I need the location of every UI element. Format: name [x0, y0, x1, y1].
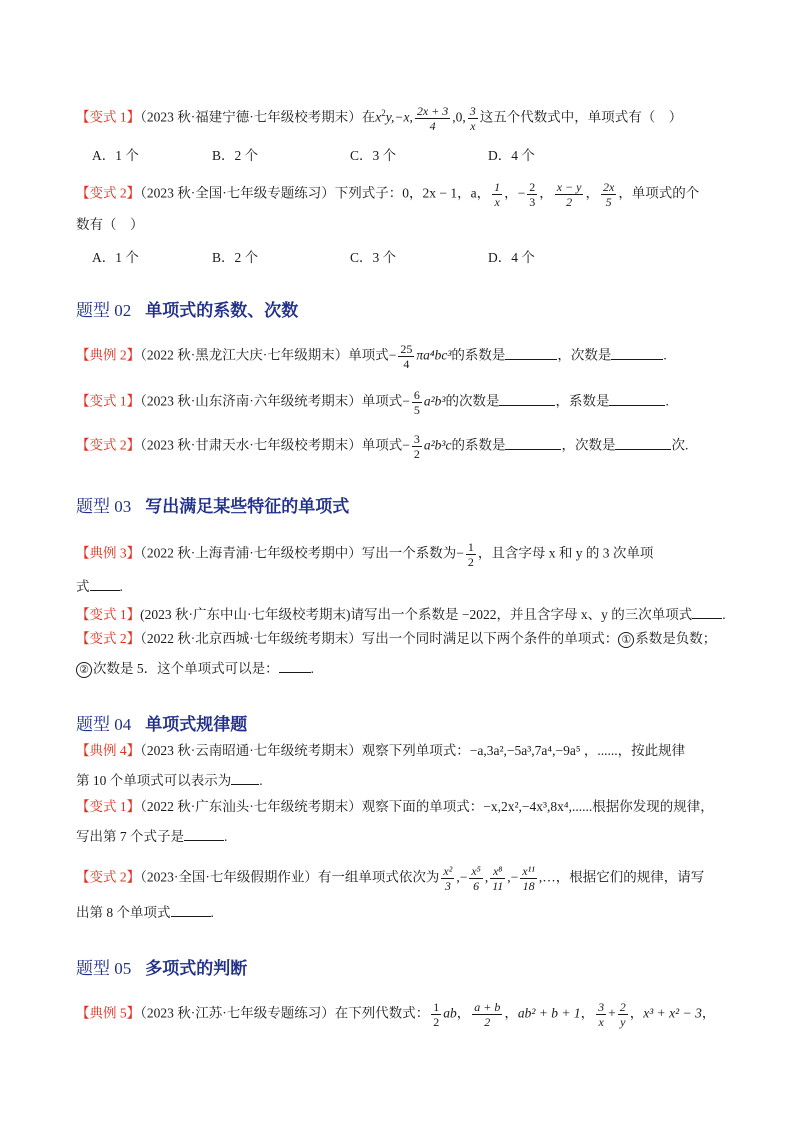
example-tag: 【典例 4】: [76, 743, 141, 758]
example3-question: 【典例 3】（2022 秋·上海青浦·七年级校考期中）写出一个系数为− $\frac{1}{2}$ ，且含字母 x 和 y 的 3 次单项: [76, 540, 654, 569]
variant1-t04-line2: 写出第 7 个式子是 .: [76, 829, 228, 844]
answer-blank[interactable]: [609, 393, 665, 406]
variant1-t02: 【变式 1】（2023 秋·山东济南·六年级统考期末）单项式− $\frac{6}{5}$ a²b³的次数是 ，系数是 .: [76, 388, 669, 417]
variant-tag: 【变式 1】: [76, 799, 141, 814]
example4-line2: 第 10 个单项式可以表示为 .: [76, 773, 263, 788]
variant-tag: 【变式 2】: [76, 437, 141, 453]
answer-blank[interactable]: [615, 437, 671, 450]
variant2-t03: 【变式 2】（2022 秋·北京西城·七年级统考期末）写出一个同时满足以下两个条件的单项式： ① 系数是负数；: [76, 631, 717, 646]
example-tag: 【典例 3】: [76, 545, 141, 561]
variant-tag: 【变式 2】: [76, 869, 141, 885]
option-d[interactable]: D．4 个: [488, 148, 535, 163]
answer-blank[interactable]: [279, 660, 311, 673]
example-tag: 【典例 5】: [76, 1005, 141, 1021]
variant1-t03: 【变式 1】(2023 秋·广东中山·七年级校考期末)请写出一个系数是 −2022，并且含字母 x、y 的三次单项式 .: [76, 607, 726, 622]
option-a[interactable]: A．1 个: [92, 148, 139, 163]
fraction: $\frac{\text{x⁸}}{11}$: [492, 864, 504, 893]
answer-blank[interactable]: [692, 606, 722, 619]
variant-tag: 【变式 1】: [76, 607, 141, 622]
fraction: $\frac{\text{x²}}{3}$: [443, 864, 453, 893]
option-c[interactable]: C．3 个: [350, 148, 397, 163]
fraction: $\frac{x - y}{2}$: [556, 180, 582, 209]
option-c[interactable]: C．3 个: [350, 250, 397, 265]
variant1-t04: 【变式 1】（2022 秋·广东汕头·七年级统考期末）观察下面的单项式：−x,2x²,−4x³,8x⁴,......根据你发现的规律，: [76, 799, 714, 814]
fraction: $\frac{3}{x}$: [469, 104, 476, 133]
variant-tag: 【变式 2】: [76, 185, 141, 201]
fraction: $\frac{25}{4}$: [400, 342, 413, 371]
answer-blank[interactable]: [171, 904, 211, 917]
fraction: $\frac{2}{3}$: [529, 180, 536, 209]
variant2-t04-line2: 出第 8 个单项式 .: [76, 905, 214, 920]
variant2-question: 【变式 2】（2023 秋·全国·七年级专题练习）下列式子：0，2x − 1，a， $\frac{1}{x}$ ，− $\frac{2}{3}$ ， $\frac{x - y}{2}$ ， $\frac{2x}{5}$ ，单项式的个: [76, 180, 700, 209]
fraction: $\frac{2x}{5}$: [602, 180, 615, 209]
variant2-t03-line2: ② 次数是 5．这个单项式可以是： .: [76, 660, 314, 678]
answer-blank[interactable]: [499, 393, 555, 406]
fraction: $\frac{a + b}{2}$: [474, 1000, 501, 1029]
answer-blank[interactable]: [505, 437, 561, 450]
option-d[interactable]: D．4 个: [488, 250, 535, 265]
fraction: $\frac{1}{2}$: [433, 1000, 440, 1029]
example3-line2: 式 .: [76, 579, 123, 594]
fraction: $\frac{3}{2}$: [413, 432, 420, 461]
circled-number: ①: [618, 632, 634, 648]
circled-number: ②: [76, 662, 92, 678]
answer-blank[interactable]: [505, 347, 557, 360]
fraction: $\frac{6}{5}$: [413, 388, 420, 417]
fraction: $\frac{1}{2}$: [467, 540, 474, 569]
section-title-05: 题型 05 多项式的判断: [76, 959, 248, 978]
variant2-line2: 数有（ ）: [76, 217, 144, 232]
fraction: $\frac{\text{x¹¹}}{18}$: [522, 864, 535, 893]
option-b[interactable]: B．2 个: [212, 250, 259, 265]
example5-question: 【典例 5】（2023 秋·江苏·七年级专题练习）在下列代数式： $\frac{1}{2}$ ab， $\frac{a + b}{2}$ ，ab² + b + 1， $\frac{3}{x}$ + $\frac{2}{y}$ ，x³ + x² − 3，: [76, 1000, 716, 1029]
answer-blank[interactable]: [90, 578, 120, 591]
option-b[interactable]: B．2 个: [212, 148, 259, 163]
variant-tag: 【变式 2】: [76, 631, 141, 646]
example4-question: 【典例 4】（2023 秋·云南昭通·七年级统考期末）观察下列单项式：−a,3a²,−5a³,7a⁴,−9a⁵ ，......，按此规律: [76, 743, 686, 758]
answer-blank[interactable]: [611, 347, 663, 360]
fraction: $\frac{\text{x⁵}}{6}$: [471, 864, 481, 893]
fraction: $\frac{2}{y}$: [619, 1000, 626, 1029]
answer-blank[interactable]: [231, 772, 259, 785]
example-tag: 【典例 2】: [76, 347, 141, 363]
section-title-04: 题型 04 单项式规律题: [76, 715, 248, 734]
variant2-t04: 【变式 2】（2023·全国·七年级假期作业）有一组单项式依次为 $\frac{\text{x²}}{3}$ ,− $\frac{\text{x⁵}}{6}$ , $\frac{\text{x⁸}}{11}$ ,− $\frac{\text{x¹¹}}{18}$ ,…，根据它们的规律，请写: [76, 864, 705, 893]
variant-tag: 【变式 1】: [76, 393, 141, 409]
variant2-t02: 【变式 2】（2023 秋·甘肃天水·七年级校考期末）单项式− $\frac{3}{2}$ a²b³c的系数是 ，次数是 次.: [76, 432, 689, 461]
answer-blank[interactable]: [184, 828, 224, 841]
variant1-question: 【变式 1】（2023 秋·福建宁德·七年级校考期末）在$x^2y,-x$, $\frac{2x + 3}{4}$ ,0, $\frac{3}{x}$ 这五个代数式中，单项式有（ ）: [76, 104, 683, 133]
fraction: $\frac{1}{x}$: [494, 180, 501, 209]
section-title-02: 题型 02 单项式的系数、次数: [76, 301, 299, 320]
section-title-03: 题型 03 写出满足某些特征的单项式: [76, 497, 350, 516]
variant-tag: 【变式 1】: [76, 109, 141, 125]
fraction: $\frac{2x + 3}{4}$: [416, 104, 449, 133]
option-a[interactable]: A．1 个: [92, 250, 139, 265]
fraction: $\frac{3}{x}$: [598, 1000, 605, 1029]
example2-question: 【典例 2】（2022 秋·黑龙江大庆·七年级期末）单项式− $\frac{25}{4}$ πa⁴bc³的系数是 ，次数是 .: [76, 342, 667, 371]
